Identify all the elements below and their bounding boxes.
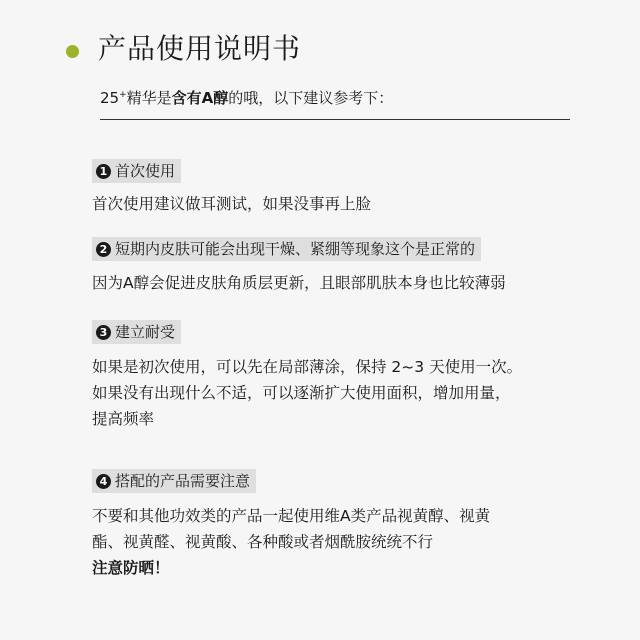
number-badge-4: 4 [96,474,111,489]
intro-part2: 的哦，以下建议参考下： [228,89,394,107]
section-3-line-2: 如果没有出现什么不适，可以逐渐扩大使用面积，增加用量， [92,384,511,402]
section-3-tag [92,320,181,344]
number-badge-1: 1 [96,164,111,179]
section-1-tag [92,159,181,183]
section-3-line-1: 如果是初次使用，可以先在局部薄涂，保持 2~3 天使用一次。 [92,358,523,376]
intro-sup: + [119,90,127,100]
section-2-body [92,270,506,296]
section-1-line-1: 首次使用建议做耳测试，如果没事再上脸 [92,195,372,213]
title-bullet-dot [66,45,79,58]
divider-line [100,119,570,120]
section-2-line-1: 因为A醇会促进皮肤角质层更新，且眼部肌肤本身也比较薄弱 [92,274,506,292]
section-2-tag [92,237,481,261]
section-2-label: 短期内皮肤可能会出现干燥、紧绷等现象这个是正常的 [115,240,476,258]
number-badge-3: 3 [96,325,111,340]
number-badge-2: 2 [96,242,111,257]
section-1-body [92,191,371,217]
section-4-line-2: 酯、视黄醛、视黄酸、各种酸或者烟酰胺统统不行 [92,533,434,551]
intro-prefix: 25 [100,89,120,107]
section-3-label: 建立耐受 [115,323,176,341]
section-4-body [92,503,490,581]
section-1-label: 首次使用 [115,162,176,180]
section-4-tag [92,469,256,493]
intro-line [100,85,393,108]
section-4-line-1: 不要和其他功效类的产品一起使用维A类产品视黄醇、视黄 [92,507,491,525]
section-3-body [92,354,522,432]
sun-protection-notice: 注意防晒！ [92,559,170,577]
section-3-line-3: 提高频率 [92,410,155,428]
intro-bold: 含有A醇 [171,89,229,107]
page-title: 产品使用说明书 [98,32,302,65]
section-4-label: 搭配的产品需要注意 [115,472,251,490]
intro-part1: 精华是 [126,89,172,107]
